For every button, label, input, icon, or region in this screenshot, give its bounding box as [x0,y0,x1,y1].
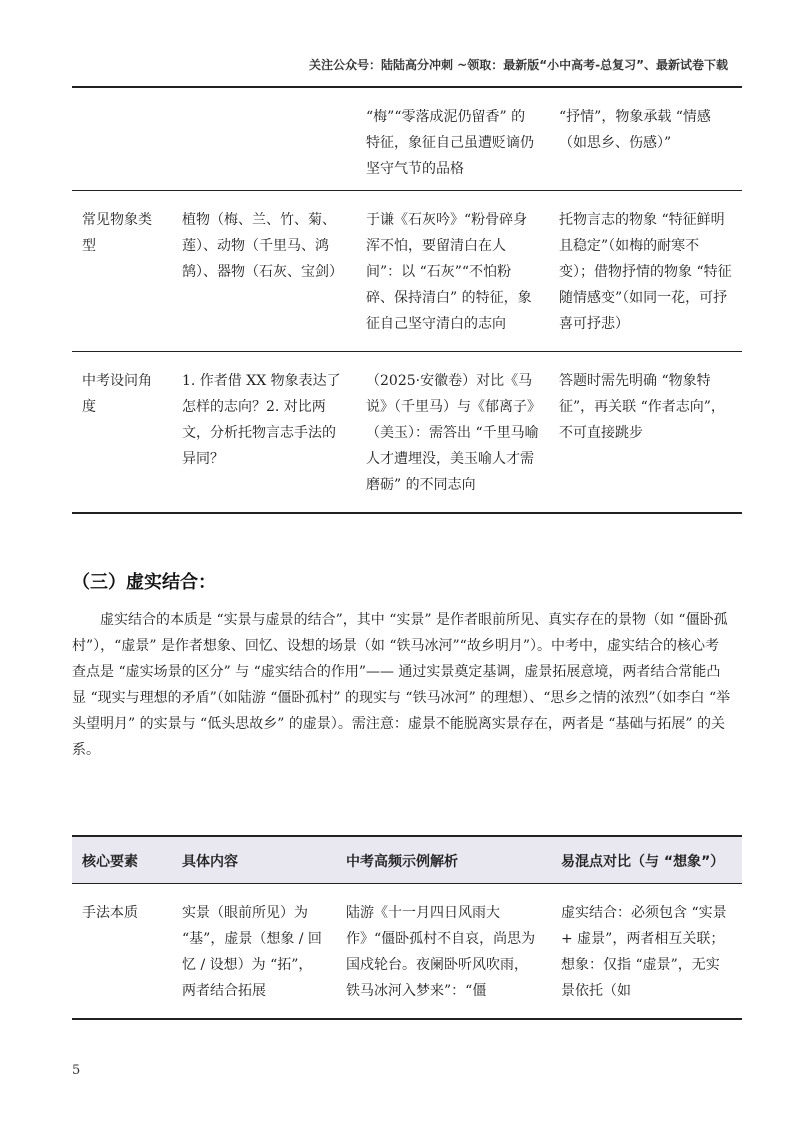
section-paragraph: 虚实结合的本质是 “实景与虚景的结合”，其中 “实景” 是作者眼前所见、真实存在的景物（如 “僵卧孤村”），“虚景” 是作者想象、回忆、设想的场景（如 “铁马冰河”“故乡明月”）。中考中，虚实结合的核心考查点是 “虚实场景的区分” 与 “虚实结合的作用”—— 通过实景奠定基调，虚景拓展意境，两者结合常能凸显 “现实与理想的矛盾”（如陆游 “僵卧孤村” 的现实与 “铁马冰河” 的理想）、“思乡之情的浓烈”（如李白 “举头望明月” 的实景与 “低头思故乡” 的虚景）。需注意：虚景不能脱离实景存在，两者是 “基础与拓展” 的关系。 [72,612,731,758]
table-cell: 陆游《十一月四日风雨大作》“僵卧孤村不自哀，尚思为国戍轮台。夜阑卧听风吹雨，铁马冰河入梦来”：“僵 [346,905,536,999]
column-header: 易混点对比（与 “想象”） [561,854,725,870]
table-clip [0,835,800,1018]
table-cell: 于谦《石灰吟》“粉骨碎身浑不怕，要留清白在人间”：以 “石灰”“不怕粉碎、保持清白” 的特征，象征自己坚守清白的志向 [366,212,532,332]
table-cell [72,87,172,191]
section-title: （三）虚实结合： [72,572,216,593]
table-cell: 手法本质 [82,905,138,921]
table-row [72,87,742,191]
table-cell: 1. 作者借 XX 物象表达了怎样的志向？2. 对比两文，分析托物言志手法的异同？ [182,373,341,467]
table-header-row [72,836,742,884]
table-bottom-rule [72,1018,742,1020]
table-row [72,191,742,352]
table-cell [172,87,356,191]
table-xushi-jiehe [72,835,742,1012]
page-number: 5 [72,1063,81,1078]
column-header: 中考高频示例解析 [346,854,458,870]
column-header: 核心要素 [82,854,138,870]
table-cell: 中考设问角度 [82,373,152,415]
table-cell: 植物（梅、兰、竹、菊、莲）、动物（千里马、鸿鹄）、器物（石灰、宝剑） [182,212,343,280]
table-cell: 虚实结合：必须包含 “实景 + 虚景”，两者相互关联；想象：仅指 “虚景”，无实景依托（如 [561,905,727,999]
table-cell: 实景（眼前所见）为 “基”，虚景（想象 / 回忆 / 设想）为 “拓”，两者结合拓展 [182,905,322,999]
page-header: 关注公众号：陆陆高分冲刺 ~领取：最新版“小中高考-总复习”、最新试卷下载 [309,58,728,72]
table-cell: “梅”“零落成泥仍留香” 的特征，象征自己虽遭贬谪仍坚守气节的品格 [366,109,534,177]
table-cell: 托物言志的物象 “特征鲜明且稳定”（如梅的耐寒不变）；借物抒情的物象 “特征随情感变”（如同一花，可抒喜可抒悲） [559,212,732,332]
table-cell: “抒情”，物象承载 “情感（如思乡、伤感）” [559,109,711,151]
table-tuowu-yanzhi [72,86,742,514]
table-row [72,352,742,514]
table-cell: 答题时需先明确 “物象特征”，再关联 “作者志向”，不可直接跳步 [559,373,725,441]
column-header: 具体内容 [182,854,238,870]
table-row [72,884,742,1013]
table-cell: （2025·安徽卷）对比《马说》（千里马）与《郁离子》（美玉）：需答出 “千里马喻人才遭埋没，美玉喻人才需磨砺” 的不同志向 [366,373,539,493]
table-cell: 常见物象类型 [82,212,152,254]
